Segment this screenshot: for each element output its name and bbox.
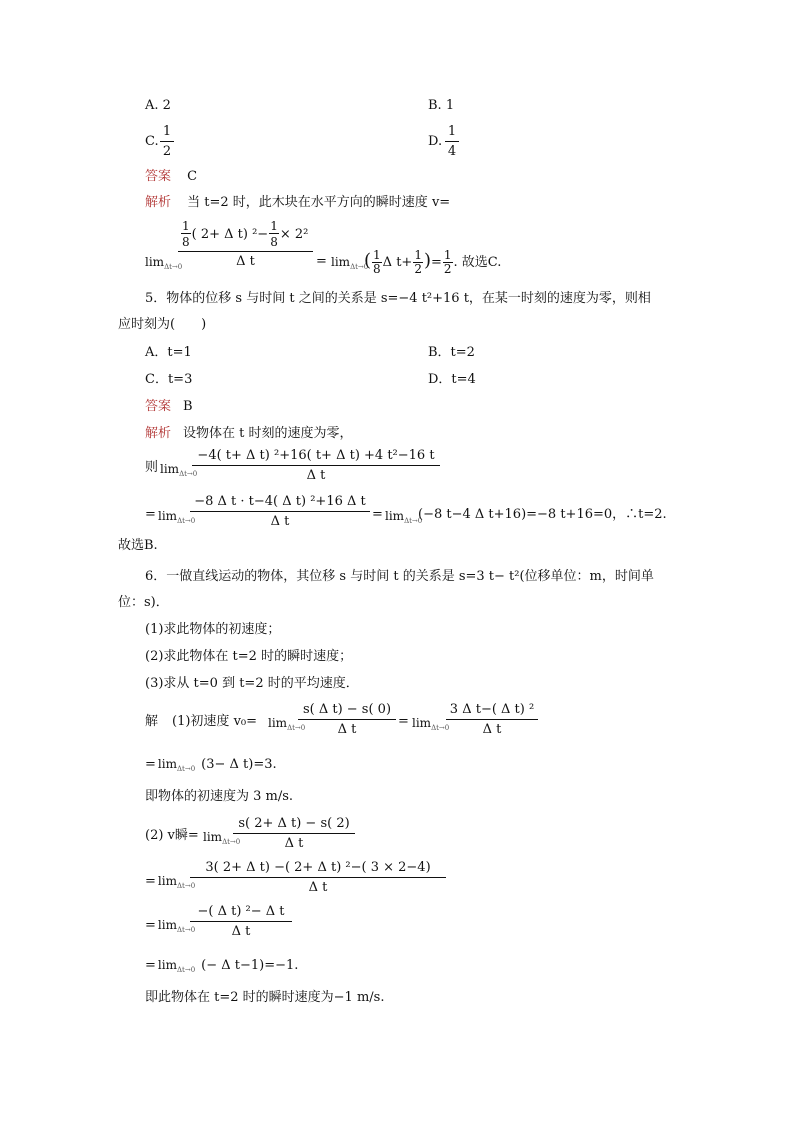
q5-choice-d: D．t=4 bbox=[428, 372, 476, 387]
q6-lim-1: $\lim_{\Delta t\to 0}$ bbox=[268, 716, 306, 732]
q4-analysis-text: 当 t=2 时，此木块在水平方向的瞬时速度 v= bbox=[187, 195, 451, 210]
q5-stem-1: 5．物体的位移 s 与时间 t 之间的关系是 s=−4 t²+16 t，在某一时刻的速度为零，则相 bbox=[145, 291, 651, 306]
choice-a: A. 2 bbox=[145, 98, 171, 113]
choice-d-fraction: 1 4 bbox=[445, 124, 459, 159]
q4-lim-1: $\lim_{\Delta t\to 0}$ bbox=[145, 255, 183, 271]
q6-part-1: (1)求此物体的初速度； bbox=[145, 622, 281, 637]
q5-then: 则 bbox=[145, 460, 159, 475]
q6-stem-2: 位：s)． bbox=[118, 595, 169, 610]
q4-answer-value: C bbox=[187, 169, 198, 184]
q5-choice-c: C．t=3 bbox=[145, 372, 193, 387]
q4-fraction-main: $\frac{1}{8}$ ( 2+ Δ t) ²− $\frac{1}{8}$ × 2² Δ t bbox=[178, 220, 313, 269]
q6-sol2-line4: = $\lim_{\Delta t\to 0}$ (− Δ t−1)=−1. bbox=[145, 958, 299, 974]
q5-conclusion: 故选B. bbox=[118, 538, 158, 553]
q6-sol2-fraction-3: −( Δ t) ²− Δ t Δ t bbox=[190, 904, 292, 939]
q5-answer: 答案 B bbox=[145, 399, 193, 414]
q6-sol1-fraction-2: 3 Δ t−( Δ t) ² Δ t bbox=[446, 702, 538, 737]
q4-frac-inner-2: $\frac{1}{8}$ bbox=[270, 219, 278, 249]
q6-sol1-fraction-1: s( Δ t) − s( 0) Δ t bbox=[298, 702, 396, 737]
q6-sol1-equals: = bbox=[398, 714, 409, 729]
answer-label: 答案 bbox=[145, 169, 172, 184]
q5-choice-b: B．t=2 bbox=[428, 345, 475, 360]
analysis-label: 解析 bbox=[145, 195, 172, 210]
q4-equals: = bbox=[316, 254, 327, 269]
choice-b: B. 1 bbox=[428, 98, 455, 113]
q6-sol2-fraction-1: s( 2+ Δ t) − s( 2) Δ t bbox=[233, 816, 355, 851]
choice-d-prefix: D. bbox=[428, 134, 443, 149]
q6-sol2-prefix: (2) v瞬= bbox=[145, 828, 199, 843]
q6-sol1-prefix: 解 (1)初速度 v₀= bbox=[145, 714, 258, 729]
q6-lim-2: $\lim_{\Delta t\to 0}$ bbox=[412, 716, 450, 732]
q6-part-3: (3)求从 t=0 到 t=2 时的平均速度． bbox=[145, 676, 359, 691]
q4-answer bbox=[145, 169, 197, 185]
q5-lim-3: $\lim_{\Delta t\to 0}$ bbox=[385, 509, 423, 525]
q4-analysis bbox=[145, 195, 450, 211]
q5-fraction-1: −4( t+ Δ t) ²+16( t+ Δ t) +4 t²−16 t Δ t bbox=[192, 448, 440, 483]
q6-sol2-line2-prefix: = $\lim_{\Delta t\to 0}$ bbox=[145, 874, 196, 890]
q5-lim-2: $\lim_{\Delta t\to 0}$ bbox=[158, 509, 196, 525]
choice-c-fraction: 1 2 bbox=[160, 124, 174, 159]
q5-stem-2: 应时刻为( ) bbox=[118, 317, 207, 332]
q5-analysis: 解析 设物体在 t 时刻的速度为零， bbox=[145, 426, 353, 441]
q5-lim-1: $\lim_{\Delta t\to 0}$ bbox=[160, 462, 198, 478]
q5-fraction-2: −8 Δ t · t−4( Δ t) ²+16 Δ t Δ t bbox=[190, 494, 370, 529]
q6-sol2-conclusion: 即此物体在 t=2 时的瞬时速度为−1 m/s. bbox=[145, 990, 385, 1005]
q6-part-2: (2)求此物体在 t=2 时的瞬时速度； bbox=[145, 649, 353, 664]
q4-result: ( $\frac{1}{8}$ Δ t+ $\frac{1}{2}$ )= $\frac{1}{2}$ . 故选C. bbox=[364, 248, 502, 276]
q4-lim-2: $\lim_{\Delta t\to 0}$ bbox=[331, 255, 369, 271]
q6-lim-3: $\lim_{\Delta t\to 0}$ bbox=[203, 830, 241, 846]
q5-choice-a: A．t=1 bbox=[145, 345, 192, 360]
choice-c-prefix: C. bbox=[145, 134, 159, 149]
q6-stem-1: 6．一做直线运动的物体，其位移 s 与时间 t 的关系是 s=3 t− t²(位移单位：m，时间单 bbox=[145, 569, 654, 584]
q5-tail: (−8 t−4 Δ t+16)=−8 t+16=0，∴t=2. bbox=[418, 507, 667, 522]
q6-sol2-fraction-2: 3( 2+ Δ t) −( 2+ Δ t) ²−( 3 × 2−4) Δ t bbox=[190, 860, 446, 895]
q5-equals-1: = bbox=[145, 507, 156, 522]
q4-frac-inner-1: $\frac{1}{8}$ bbox=[182, 219, 190, 249]
q6-sol1-conclusion: 即物体的初速度为 3 m/s. bbox=[145, 789, 294, 804]
q6-sol1-line2: = $\lim_{\Delta t\to 0} (3- \Delta$ t)=3. bbox=[145, 757, 277, 773]
q6-sol2-line3-prefix: = $\lim_{\Delta t\to 0}$ bbox=[145, 918, 196, 934]
q5-equals-2: = bbox=[372, 507, 383, 522]
